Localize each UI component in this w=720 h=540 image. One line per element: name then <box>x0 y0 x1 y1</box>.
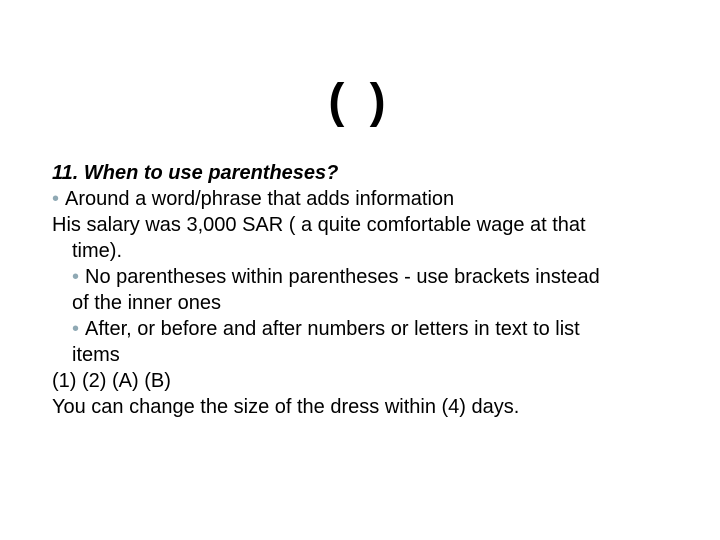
example-sentence-1: His salary was 3,000 SAR ( a quite comfortable wage at that <box>52 214 586 236</box>
bullet-item-3 <box>52 316 672 342</box>
bullet-item-2 <box>52 264 672 290</box>
bullet-item-2-continuation: of the inner ones <box>72 292 221 314</box>
bullet-icon: • <box>72 266 80 288</box>
bullet-item-1 <box>52 186 672 212</box>
section-heading: 11. When to use parentheses? <box>52 162 339 184</box>
bullet-item-3-text: After, or before and after numbers or letters in text to list <box>85 318 580 340</box>
example-sentence-1-continuation: time). <box>72 240 122 262</box>
bullet-item-2-text: No parentheses within parentheses - use brackets instead <box>85 266 600 288</box>
bullet-item-1-text: Around a word/phrase that adds information <box>65 188 455 210</box>
slide-title: ( ) <box>328 75 392 128</box>
example-sentence-2: You can change the size of the dress within (4) days. <box>52 396 520 418</box>
bullet-icon: • <box>52 188 60 210</box>
slide-body <box>52 160 672 420</box>
example-list-markers: (1) (2) (A) (B) <box>52 370 171 392</box>
bullet-item-3-continuation: items <box>72 344 120 366</box>
bullet-icon: • <box>72 318 80 340</box>
